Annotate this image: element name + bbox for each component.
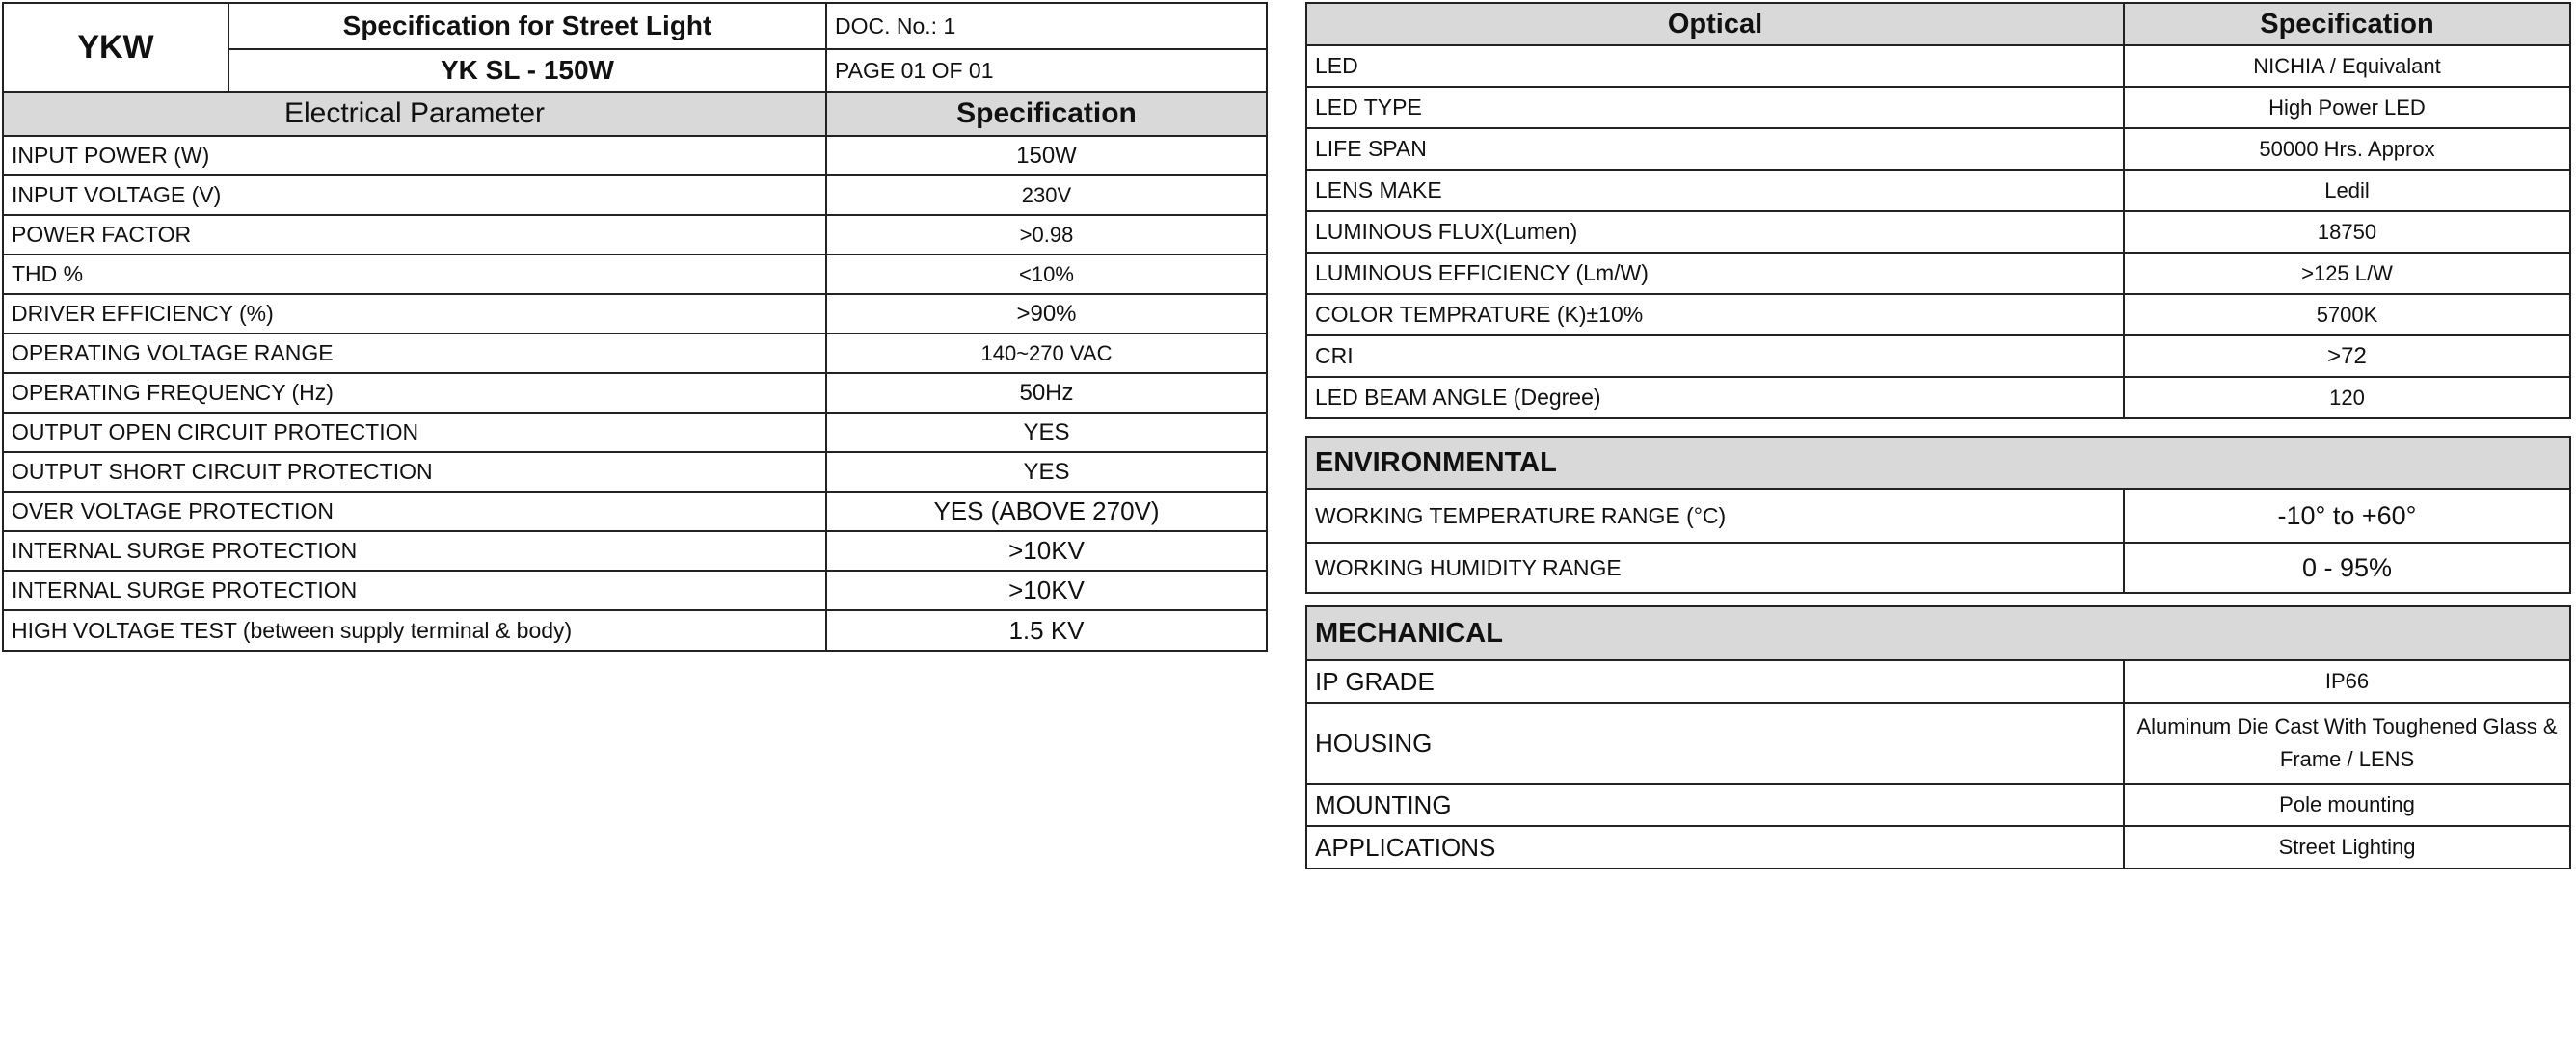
doc-number: DOC. No.: 1: [826, 3, 1267, 49]
optical-param: LENS MAKE: [1306, 170, 2124, 211]
electrical-param: HIGH VOLTAGE TEST (between supply terminal & body): [3, 610, 826, 651]
optical-param: LED: [1306, 45, 2124, 87]
mechanical-param: MOUNTING: [1306, 784, 2124, 826]
electrical-spec: YES: [826, 452, 1267, 492]
optical-spec: 120: [2124, 377, 2570, 418]
optical-param: LED BEAM ANGLE (Degree): [1306, 377, 2124, 418]
electrical-param: OUTPUT SHORT CIRCUIT PROTECTION: [3, 452, 826, 492]
mechanical-spec: Pole mounting: [2124, 784, 2570, 826]
electrical-param: INPUT POWER (W): [3, 136, 826, 175]
electrical-spec: YES (ABOVE 270V): [826, 492, 1267, 531]
optical-spec: 50000 Hrs. Approx: [2124, 128, 2570, 170]
document-header-table: [2, 2, 1268, 93]
environmental-param: WORKING TEMPERATURE RANGE (°C): [1306, 489, 2124, 543]
electrical-spec: 50Hz: [826, 373, 1267, 413]
electrical-param: INTERNAL SURGE PROTECTION: [3, 571, 826, 610]
optical-sheet: [1305, 2, 2569, 869]
optical-spec: 18750: [2124, 211, 2570, 253]
optical-spec: >125 L/W: [2124, 253, 2570, 294]
mechanical-param: APPLICATIONS: [1306, 826, 2124, 868]
optical-spec: >72: [2124, 335, 2570, 377]
model-name: YK SL - 150W: [228, 49, 826, 92]
optical-param: CRI: [1306, 335, 2124, 377]
environmental-section-title: ENVIRONMENTAL: [1306, 437, 2570, 489]
mechanical-param: HOUSING: [1306, 703, 2124, 784]
electrical-spec: YES: [826, 413, 1267, 452]
optical-spec: NICHIA / Equivalant: [2124, 45, 2570, 87]
electrical-param: OPERATING VOLTAGE RANGE: [3, 334, 826, 373]
optical-param: LUMINOUS EFFICIENCY (Lm/W): [1306, 253, 2124, 294]
electrical-spec: >0.98: [826, 215, 1267, 254]
company-name: YKW: [3, 3, 228, 92]
electrical-table: [2, 91, 1268, 652]
mechanical-table: [1305, 605, 2571, 869]
mechanical-spec: IP66: [2124, 660, 2570, 703]
page-number: PAGE 01 OF 01: [826, 49, 1267, 92]
electrical-param: POWER FACTOR: [3, 215, 826, 254]
electrical-spec: 230V: [826, 175, 1267, 215]
electrical-spec: 140~270 VAC: [826, 334, 1267, 373]
electrical-param: INPUT VOLTAGE (V): [3, 175, 826, 215]
electrical-sheet: [2, 2, 1266, 652]
electrical-param: THD %: [3, 254, 826, 294]
environmental-param: WORKING HUMIDITY RANGE: [1306, 543, 2124, 593]
electrical-param: DRIVER EFFICIENCY (%): [3, 294, 826, 334]
optical-table: [1305, 2, 2571, 419]
optical-spec: 5700K: [2124, 294, 2570, 335]
electrical-spec: >90%: [826, 294, 1267, 334]
electrical-spec-header: Specification: [826, 92, 1267, 136]
environmental-spec: -10° to +60°: [2124, 489, 2570, 543]
mechanical-spec: Street Lighting: [2124, 826, 2570, 868]
electrical-param-header: Electrical Parameter: [3, 92, 826, 136]
optical-param: COLOR TEMPRATURE (K)±10%: [1306, 294, 2124, 335]
electrical-param: INTERNAL SURGE PROTECTION: [3, 531, 826, 571]
optical-spec-header: Specification: [2124, 3, 2570, 45]
document-title: Specification for Street Light: [228, 3, 826, 49]
mechanical-spec: Aluminum Die Cast With Toughened Glass & Frame / LENS: [2124, 703, 2570, 784]
electrical-spec: >10KV: [826, 531, 1267, 571]
optical-param: LED TYPE: [1306, 87, 2124, 128]
electrical-spec: 1.5 KV: [826, 610, 1267, 651]
optical-spec: High Power LED: [2124, 87, 2570, 128]
electrical-spec: >10KV: [826, 571, 1267, 610]
optical-spec: Ledil: [2124, 170, 2570, 211]
electrical-spec: 150W: [826, 136, 1267, 175]
optical-param: LIFE SPAN: [1306, 128, 2124, 170]
mechanical-section-title: MECHANICAL: [1306, 606, 2570, 660]
electrical-param: OVER VOLTAGE PROTECTION: [3, 492, 826, 531]
optical-param-header: Optical: [1306, 3, 2124, 45]
electrical-spec: <10%: [826, 254, 1267, 294]
electrical-param: OPERATING FREQUENCY (Hz): [3, 373, 826, 413]
mechanical-param: IP GRADE: [1306, 660, 2124, 703]
environmental-table: [1305, 436, 2571, 594]
environmental-spec: 0 - 95%: [2124, 543, 2570, 593]
electrical-param: OUTPUT OPEN CIRCUIT PROTECTION: [3, 413, 826, 452]
optical-param: LUMINOUS FLUX(Lumen): [1306, 211, 2124, 253]
